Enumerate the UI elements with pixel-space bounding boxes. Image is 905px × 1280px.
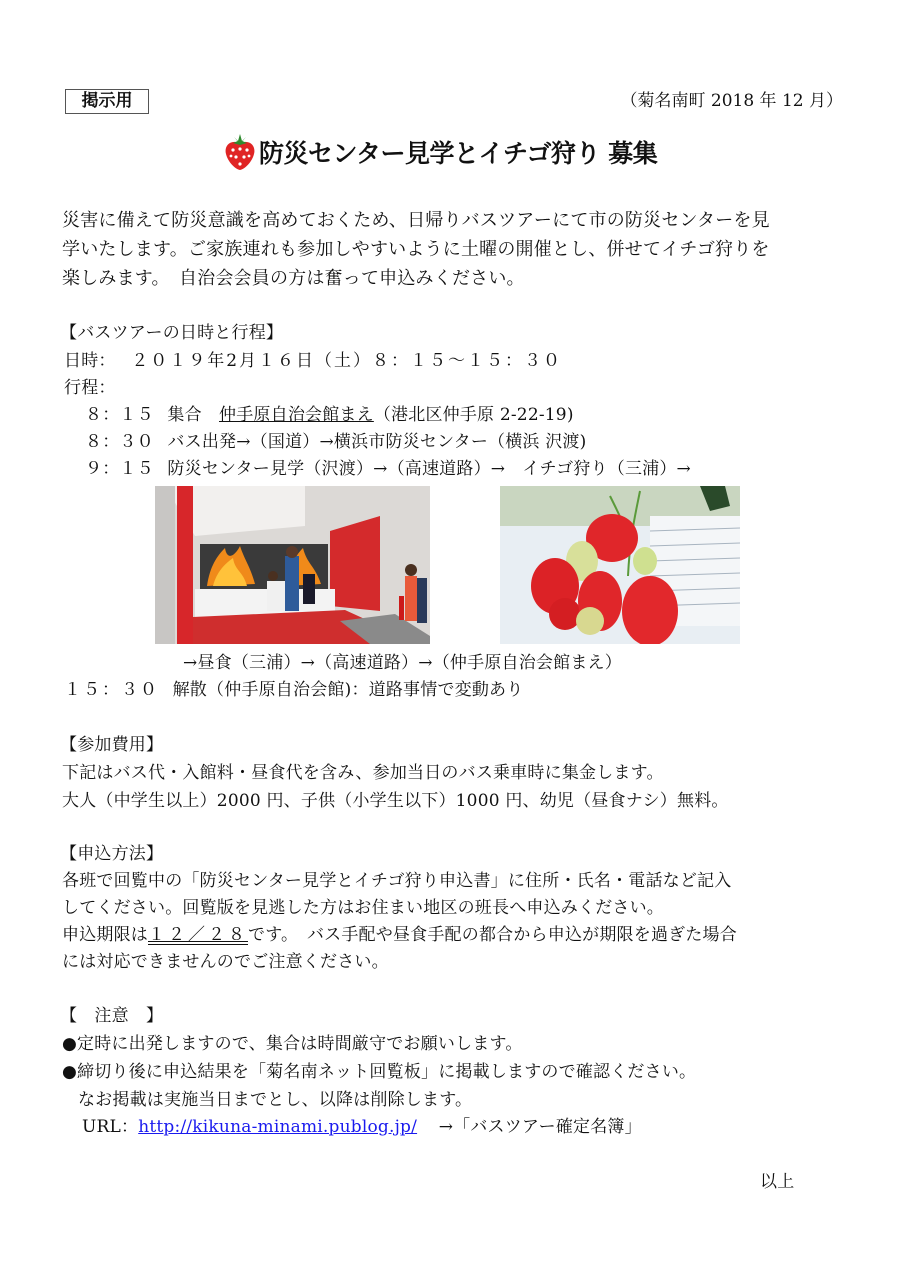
application-line: してください。回覧版を見逃した方はお住まい地区の班長へ申込みください。 bbox=[62, 898, 664, 918]
meeting-address: （港北区仲手原 2-22-19) bbox=[373, 405, 574, 425]
itinerary-continuation: →昼食（三浦）→（高速道路）→（仲手原自治会館まえ） bbox=[183, 653, 622, 673]
intro-line: 楽しみます。 自治会会員の方は奮って申込みください。 bbox=[62, 268, 525, 289]
fee-heading: 【参加費用】 bbox=[60, 735, 164, 755]
datetime-label: 日時： bbox=[64, 351, 116, 371]
disaster-center-fire-simulation-photo bbox=[155, 486, 430, 644]
closing-text: 以上 bbox=[760, 1172, 795, 1192]
application-line: 各班で回覧中の「防災センター見学とイチゴ狩り申込書」に住所・氏名・電話など記入 bbox=[62, 871, 732, 891]
page-title bbox=[223, 132, 657, 172]
url-label: URL： bbox=[82, 1117, 139, 1137]
schedule-heading: 【バスツアーの日時と行程】 bbox=[60, 323, 284, 343]
notes-heading: 【 注意 】 bbox=[60, 1006, 164, 1026]
fee-line: 大人（中学生以上）2000 円、子供（小学生以下）1000 円、幼児（昼食ナシ）無料。 bbox=[62, 791, 729, 811]
itinerary-time: ９：１５ bbox=[85, 459, 154, 479]
title-text: 防災センター見学とイチゴ狩り 募集 bbox=[259, 139, 658, 168]
issuer-date: （菊名南町 2018 年 12 月） bbox=[620, 91, 843, 111]
strawberry-icon bbox=[223, 133, 257, 171]
application-heading: 【申込方法】 bbox=[60, 844, 164, 864]
dismissal-time: １５：３０ bbox=[64, 680, 159, 700]
url-row bbox=[82, 1116, 642, 1138]
itinerary-time: ８：１５ bbox=[85, 405, 154, 425]
itinerary-item bbox=[85, 431, 586, 453]
itinerary-text: 防災センター見学（沢渡）→（高速道路）→ イチゴ狩り（三浦）→ bbox=[167, 459, 691, 479]
note-sub-line: なお掲載は実施当日までとし、以降は削除します。 bbox=[78, 1090, 473, 1110]
datetime-row bbox=[64, 350, 562, 372]
note-bullet: ●定時に出発しますので、集合は時間厳守でお願いします。 bbox=[62, 1034, 523, 1054]
dismissal-text: 解散（仲手原自治会館)：道路事情で変動あり bbox=[172, 680, 524, 700]
deadline-row bbox=[62, 924, 737, 946]
strawberry-picking-photo bbox=[500, 486, 740, 644]
fee-line: 下記はバス代・入館料・昼食代を含み、参加当日のバス乗車時に集金します。 bbox=[62, 763, 664, 783]
url-suffix: →「バスツアー確定名簿」 bbox=[438, 1117, 642, 1137]
note-bullet: ●締切り後に申込結果を「菊名南ネット回覧板」に掲載しますので確認ください。 bbox=[62, 1062, 697, 1082]
itinerary-label: 行程： bbox=[64, 378, 116, 398]
posting-label: 掲示用 bbox=[65, 89, 149, 114]
blog-url-link[interactable]: http://kikuna-minami.publog.jp/ bbox=[138, 1117, 418, 1137]
deadline-prefix: 申込期限は bbox=[62, 925, 148, 945]
dismissal-row bbox=[64, 679, 523, 701]
itinerary-time: ８：３０ bbox=[85, 432, 154, 452]
itinerary-text: 集合 bbox=[167, 405, 220, 425]
application-line: には対応できませんのでご注意ください。 bbox=[62, 952, 389, 972]
itinerary-text: バス出発→（国道）→横浜市防災センター（横浜 沢渡) bbox=[167, 432, 587, 452]
datetime-value: ２０１９年2月１６日（土）８：１５～１５：３０ bbox=[131, 351, 563, 371]
intro-line: 災害に備えて防災意識を高めておくため、日帰りバスツアーにて市の防災センターを見 bbox=[62, 210, 770, 231]
itinerary-item bbox=[85, 404, 574, 426]
meeting-place: 仲手原自治会館まえ bbox=[219, 405, 374, 425]
intro-line: 学いたします。ご家族連れも参加しやすいように土曜の開催とし、併せてイチゴ狩りを bbox=[62, 239, 770, 260]
itinerary-item bbox=[85, 458, 691, 480]
deadline-value: １２／２８ bbox=[148, 925, 248, 945]
deadline-suffix: です。 バス手配や昼食手配の都合から申込が期限を過ぎた場合 bbox=[248, 925, 737, 945]
